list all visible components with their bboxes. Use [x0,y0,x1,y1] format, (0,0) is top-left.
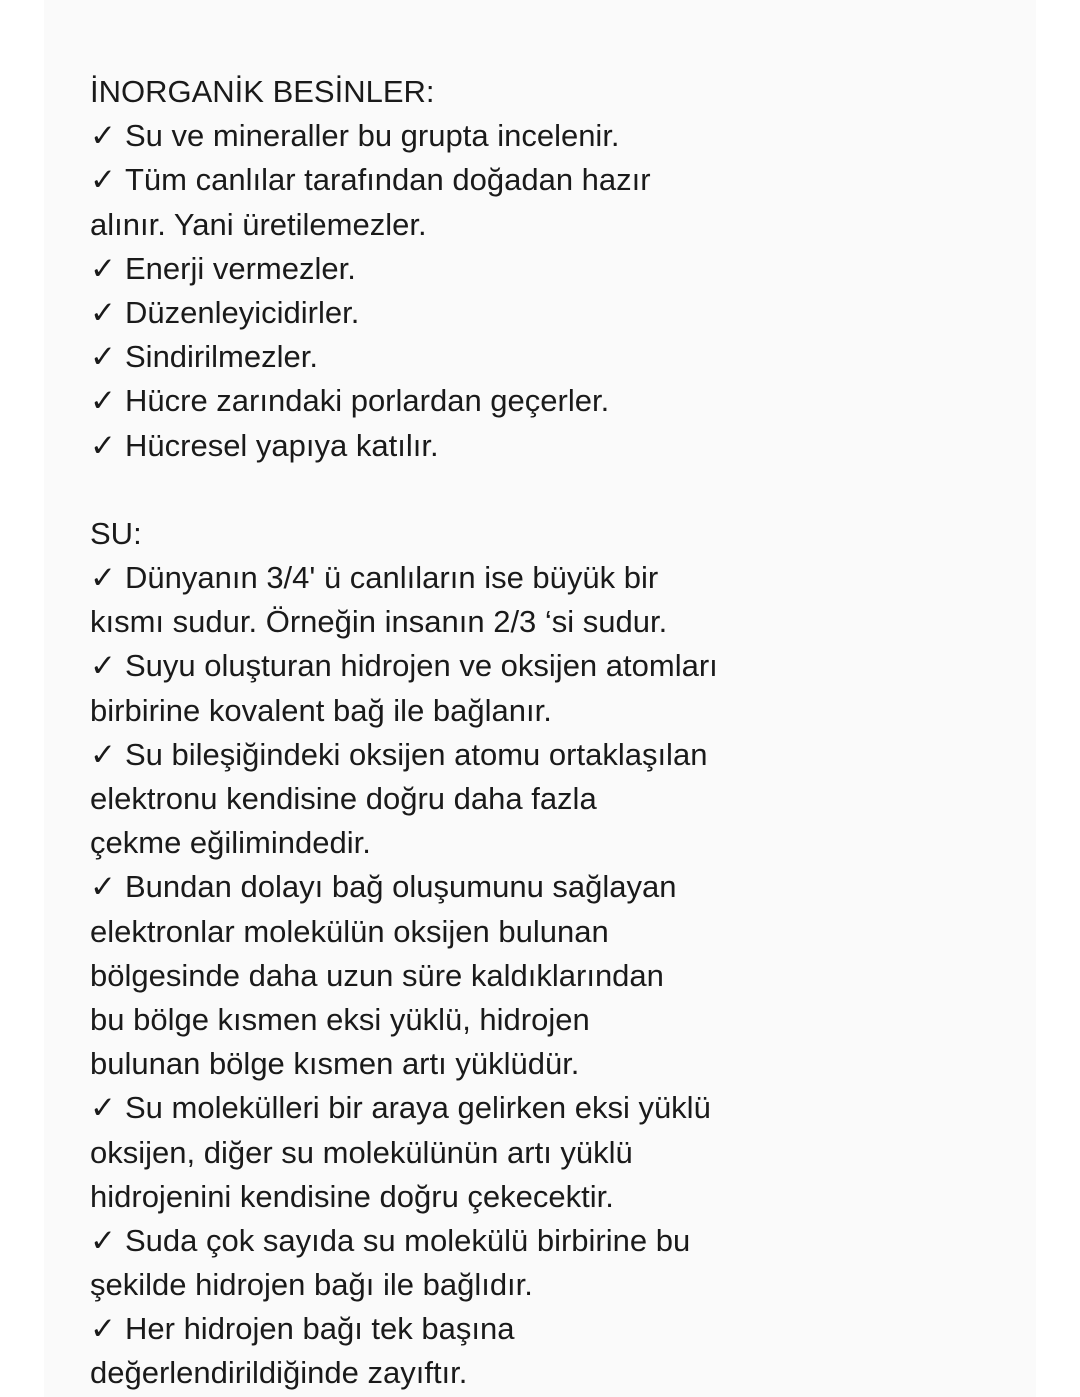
check-icon: ✓ [90,736,116,772]
list-item: ✓ Düzenleyicidirler. [90,291,790,335]
list-item: ✓ Hücre zarındaki porlardan geçerler. [90,379,790,423]
list-item-continuation: bölgesinde daha uzun süre kaldıklarından [90,957,664,993]
section-heading-su: SU: [90,515,142,551]
list-item: ✓ Her hidrojen bağı tek başına [90,1307,790,1351]
list-item: ✓ Su ve mineraller bu grupta incelenir. [90,114,790,158]
check-icon: ✓ [90,1222,116,1258]
check-icon: ✓ [90,339,116,375]
list-item: ✓ Enerji vermezler. [90,247,790,291]
list-item: ✓ Tüm canlılar tarafından doğadan hazır [90,158,790,202]
list-item-continuation: alınır. Yani üretilemezler. [90,206,427,242]
section-heading-inorganik: İNORGANİK BESİNLER: [90,74,435,109]
check-icon: ✓ [90,118,116,154]
list-item: ✓ Su bileşiğindeki oksijen atomu ortaklaşılan [90,733,790,777]
list-item-continuation: birbirine kovalent bağ ile bağlanır. [90,692,552,728]
list-item-continuation: bulunan bölge kısmen artı yüklüdür. [90,1046,580,1082]
check-icon: ✓ [90,648,116,684]
check-icon: ✓ [90,383,116,419]
list-item: ✓ Suda çok sayıda su molekülü birbirine bu [90,1219,790,1263]
list-item-continuation: değerlendirildiğinde zayıftır. [90,1355,468,1391]
document-text [90,70,790,1396]
list-item: ✓ Bundan dolayı bağ oluşumunu sağlayan [90,865,790,909]
list-item: ✓ Su molekülleri bir araya gelirken eksi yüklü [90,1086,790,1130]
list-item: ✓ Hücresel yapıya katılır. [90,424,790,468]
list-item-continuation: elektronlar molekülün oksijen bulunan [90,913,609,949]
check-icon: ✓ [90,294,116,330]
list-item-continuation: elektronu kendisine doğru daha fazla [90,781,597,816]
list-item-continuation: kısmı sudur. Örneğin insanın 2/3 ‘si sudur. [90,604,668,640]
list-item-continuation: bu bölge kısmen eksi yüklü, hidrojen [90,1001,590,1037]
check-icon: ✓ [90,1090,116,1126]
list-item: ✓ Sindirilmezler. [90,335,790,379]
list-item-continuation: şekilde hidrojen bağı ile bağlıdır. [90,1267,533,1303]
check-icon: ✓ [90,560,116,596]
check-icon: ✓ [90,162,116,198]
list-item: ✓ Suyu oluşturan hidrojen ve oksijen atomları [90,644,790,688]
section-spacer [90,468,790,512]
list-item-continuation: hidrojenini kendisine doğru çekecektir. [90,1178,614,1214]
list-item-continuation: çekme eğilimindedir. [90,825,371,861]
check-icon: ✓ [90,427,116,463]
check-icon: ✓ [90,869,116,905]
check-icon: ✓ [90,250,116,286]
check-icon: ✓ [90,1311,116,1347]
list-item: ✓ Dünyanın 3/4' ü canlıların ise büyük bir [90,556,790,600]
list-item-continuation: oksijen, diğer su molekülünün artı yüklü [90,1134,633,1170]
